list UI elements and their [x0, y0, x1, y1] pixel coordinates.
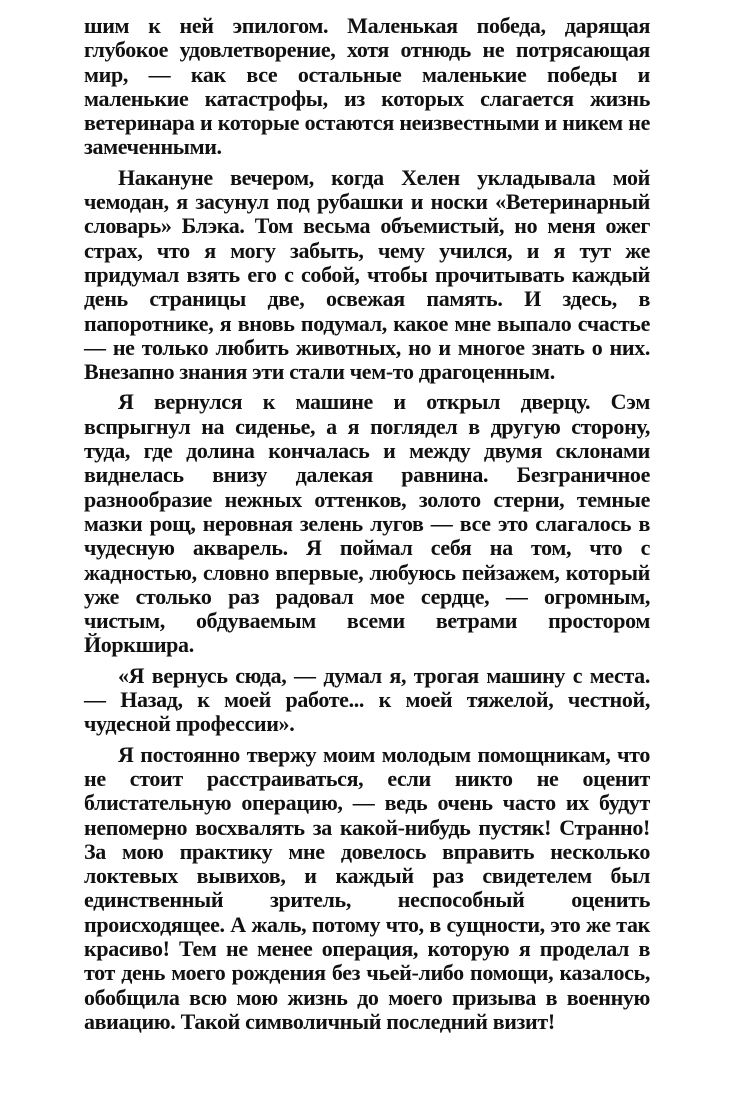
- paragraph-dictionary: Накануне вечером, когда Хелен укладывала мой чемодан, я засунул под рубашки и носки «Ветеринарный словарь» Блэка. Том весьма объемистый, но меня ожег страх, что я могу забыть, чему учился, и я тут же придумал взять его с собой, чтобы прочитывать каждый день страницы две, освежая память. И здесь, в папоротнике, я вновь подумал, какое мне выпало счастье — не только любить животных, но и многое знать о них. Внезапно знания эти стали чем-то драгоценным.: [84, 164, 650, 385]
- paragraph-final-visit: Я постоянно твержу моим молодым помощникам, что не стоит расстраиваться, если никто не оценит блистательную операцию, — ведь очень часто их будут непомерно восхвалять за какой-нибудь пустяк! Странно! За мою практику мне довелось вправить несколько локтевых вывихов, и каждый раз свидетелем был единственный зритель, неспособный оценить происходящее. А жаль, потому что, в сущности, это же так красиво! Тем не менее операция, которую я проделал в тот день моего рождения без чьей-либо помощи, казалось, обобщила всю мою жизнь до моего призыва в военную авиацию. Такой символичный последний визит!: [84, 741, 650, 1034]
- book-page: [84, 14, 650, 1040]
- paragraph-return-thought: «Я вернусь сюда, — думал я, трогая машину с места. — Назад, к моей работе... к моей тяжелой, честной, чудесной профессии».: [84, 662, 650, 737]
- paragraph-landscape: Я вернулся к машине и открыл дверцу. Сэм вспрыгнул на сиденье, а я поглядел в другую сторону, туда, где долина кончалась и между двумя склонами виднелась внизу далекая равнина. Безграничное разнообразие нежных оттенков, золото стерни, темные мазки рощ, неровная зелень лугов — все это слагалось в чудесную акварель. Я поймал себя на том, что с жадностью, словно впервые, любуюсь пейзажем, который уже столько раз радовал мое сердце, — огромным, чистым, обдуваемым всеми ветрами простором Йоркшира.: [84, 389, 650, 658]
- paragraph-continuation: шим к ней эпилогом. Маленькая победа, дарящая глубокое удовлетворение, хотя отнюдь не потрясающая мир, — как все остальные маленькие победы и маленькие катастрофы, из которых слагается жизнь ветеринара и которые остаются неизвестными и никем не замеченными.: [84, 13, 650, 160]
